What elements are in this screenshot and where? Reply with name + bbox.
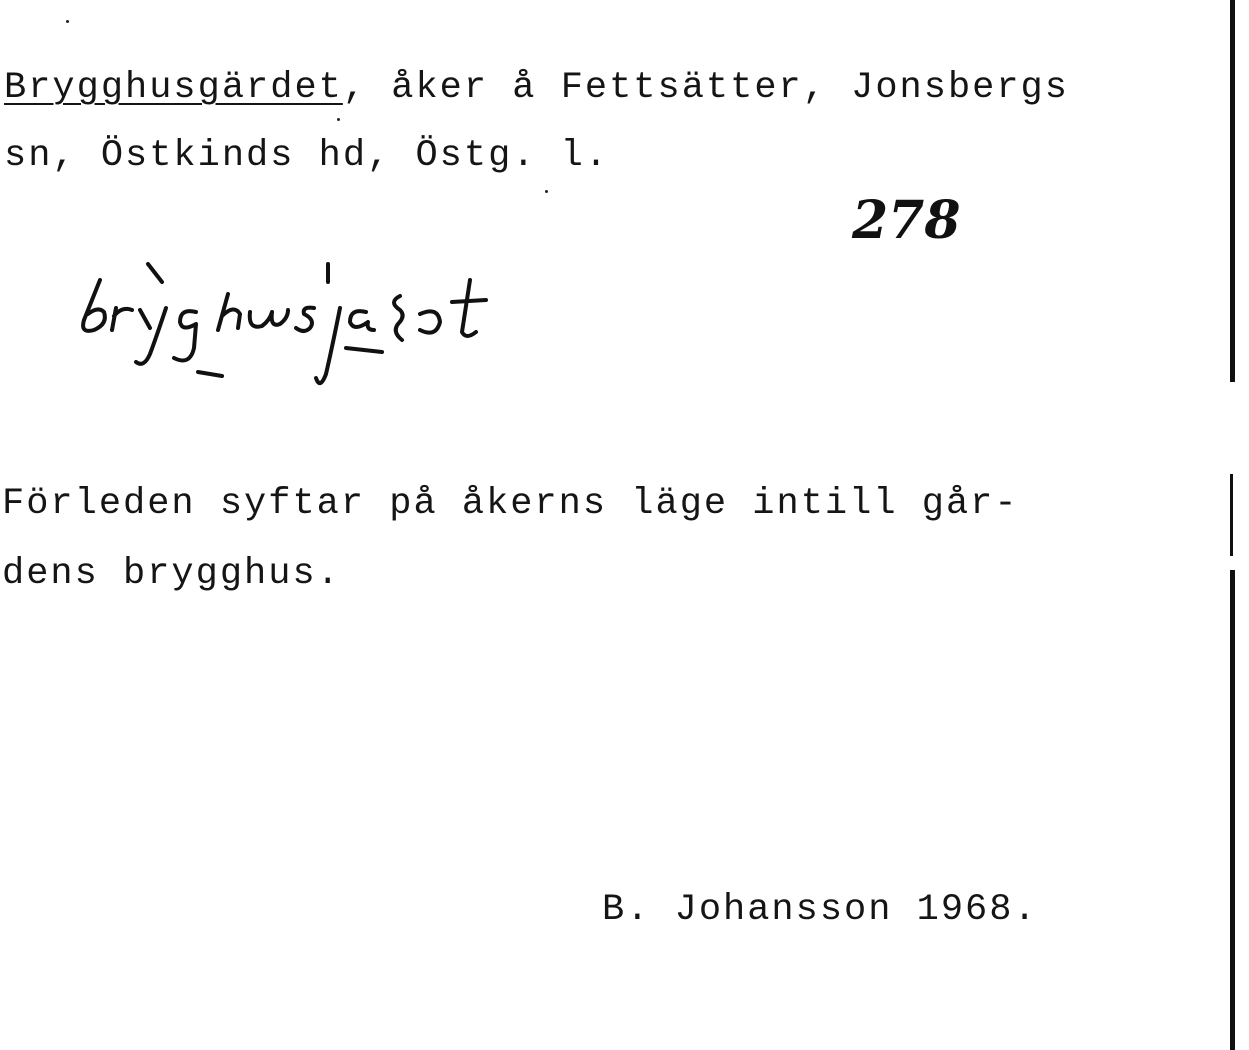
speck-3 [545,190,548,193]
comment-line-1: Förleden syftar på åkerns läge intill går- [2,483,1019,525]
headword: Brygghusgärdet [4,67,343,109]
speck-2 [337,118,340,121]
handwritten-pronunciation [70,258,630,398]
card-edge-top [1230,0,1235,382]
comment-line-2: dens brygghus. [2,553,341,595]
signature: B. Johansson 1968. [602,889,1038,931]
entry-line-2: sn, Östkinds hd, Östg. l. [4,135,610,177]
entry-location: , åker å Fettsätter, Jonsbergs [342,67,1069,109]
card-number: 278 [852,190,961,251]
card-edge-bottom [1230,570,1235,1050]
pronunciation-text [0,0,1,1]
card-edge-middle [1230,474,1233,556]
entry-line-1 [4,67,1069,109]
speck-1 [66,20,69,23]
